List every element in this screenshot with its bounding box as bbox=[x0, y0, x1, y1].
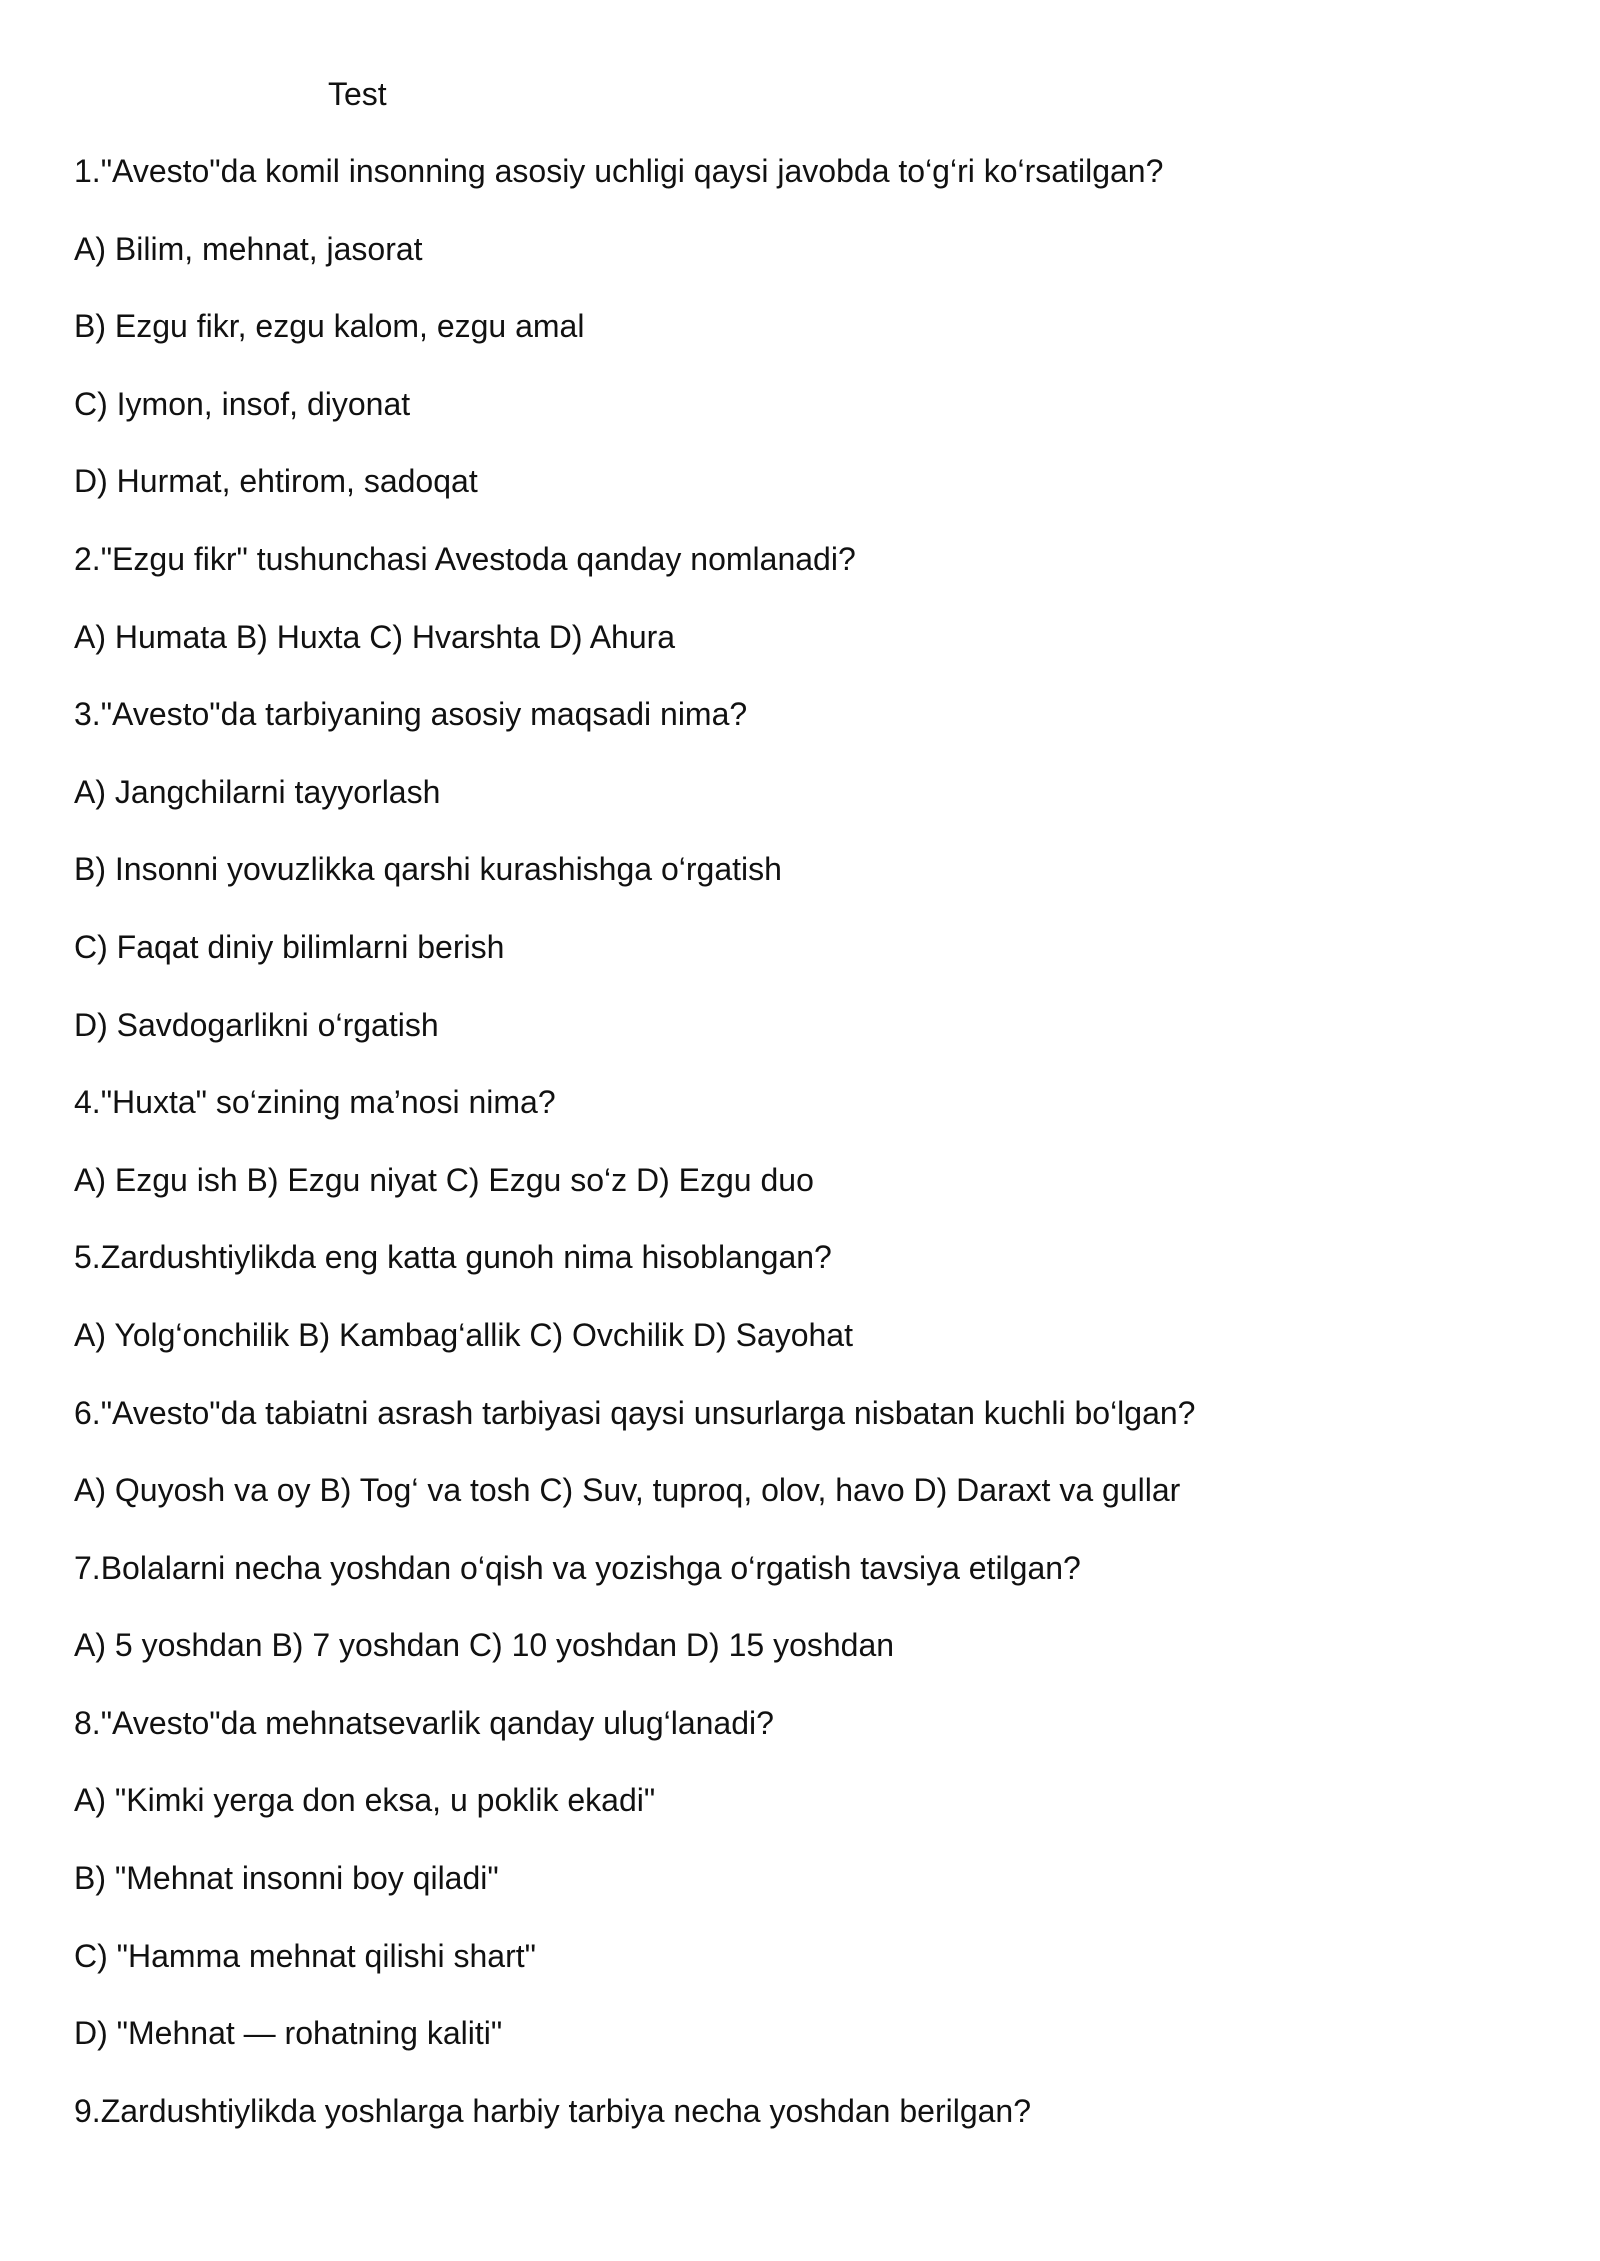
page-title: Test bbox=[328, 76, 387, 112]
answer-option: A) "Kimki yerga don eksa, u poklik ekadi" bbox=[74, 1782, 656, 1819]
answer-option: B) "Mehnat insonni boy qiladi" bbox=[74, 1860, 499, 1897]
question-6: 6."Avesto"da tabiatni asrash tarbiyasi qaysi unsurlarga nisbatan kuchli bo‘lgan? bbox=[74, 1394, 1196, 1431]
answer-option: B) Ezgu fikr, ezgu kalom, ezgu amal bbox=[74, 308, 585, 345]
answer-option: D) "Mehnat — rohatning kaliti" bbox=[74, 2015, 503, 2052]
answer-options: A) 5 yoshdan B) 7 yoshdan C) 10 yoshdan D) 15 yoshdan bbox=[74, 1627, 895, 1664]
answer-option: D) Hurmat, ehtirom, sadoqat bbox=[74, 463, 478, 500]
question-list bbox=[74, 151, 1554, 2168]
question-5: 5.Zardushtiylikda eng katta gunoh nima hisoblangan? bbox=[74, 1239, 832, 1276]
question-2: 2."Ezgu fikr" tushunchasi Avestoda qanday nomlanadi? bbox=[74, 540, 856, 577]
question-9: 9.Zardushtiylikda yoshlarga harbiy tarbiya necha yoshdan berilgan? bbox=[74, 2092, 1032, 2129]
question-7: 7.Bolalarni necha yoshdan o‘qish va yozishga o‘rgatish tavsiya etilgan? bbox=[74, 1549, 1081, 1586]
answer-option: A) Bilim, mehnat, jasorat bbox=[74, 230, 423, 267]
question-3: 3."Avesto"da tarbiyaning asosiy maqsadi nima? bbox=[74, 696, 748, 733]
answer-option: C) "Hamma mehnat qilishi shart" bbox=[74, 1937, 536, 1974]
answer-option: B) Insonni yovuzlikka qarshi kurashishga o‘rgatish bbox=[74, 851, 782, 888]
answer-option: D) Savdogarlikni o‘rgatish bbox=[74, 1006, 439, 1043]
question-8: 8."Avesto"da mehnatsevarlik qanday ulug‘lanadi? bbox=[74, 1704, 774, 1741]
answer-option: A) Jangchilarni tayyorlash bbox=[74, 773, 441, 810]
answer-options: A) Ezgu ish B) Ezgu niyat C) Ezgu so‘z D) Ezgu duo bbox=[74, 1161, 814, 1198]
answer-options: A) Humata B) Huxta C) Hvarshta D) Ahura bbox=[74, 618, 676, 655]
answer-options: A) Quyosh va oy B) Tog‘ va tosh C) Suv, tuproq, olov, havo D) Daraxt va gullar bbox=[74, 1472, 1181, 1509]
answer-option: C) Faqat diniy bilimlarni berish bbox=[74, 928, 505, 965]
question-4: 4."Huxta" so‘zining ma’nosi nima? bbox=[74, 1084, 556, 1121]
answer-options: A) Yolg‘onchilik B) Kambag‘allik C) Ovchilik D) Sayohat bbox=[74, 1316, 853, 1353]
answer-option: C) Iymon, insof, diyonat bbox=[74, 385, 411, 422]
question-1: 1."Avesto"da komil insonning asosiy uchligi qaysi javobda to‘g‘ri ko‘rsatilgan? bbox=[74, 153, 1164, 189]
